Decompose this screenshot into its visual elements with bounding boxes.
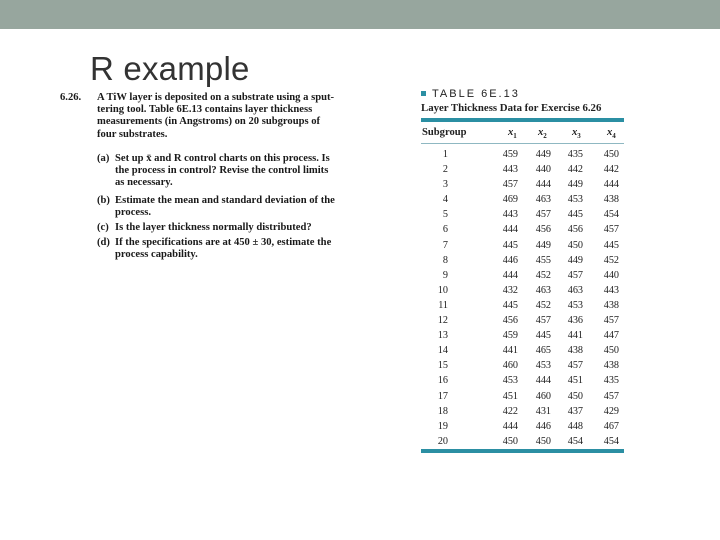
cell-x4: 454 — [603, 435, 619, 447]
cell-x3: 456 — [567, 224, 583, 236]
cell-x4: 445 — [603, 239, 619, 251]
cell-subgroup: 9 — [442, 269, 448, 281]
table-body — [421, 148, 624, 450]
table-marker-icon — [421, 91, 426, 96]
table-row — [421, 239, 624, 254]
cell-x2: 446 — [535, 420, 551, 432]
cell-x4: 450 — [603, 149, 619, 160]
cell-x1: 441 — [502, 345, 518, 357]
cell-x3: 449 — [567, 254, 583, 266]
cell-x1: 444 — [502, 269, 518, 281]
cell-x1: 422 — [502, 405, 518, 417]
table-row — [421, 178, 624, 193]
cell-x4: 447 — [603, 330, 619, 342]
table-header-rule — [421, 143, 624, 144]
part-line: If the specifications are at 450 ± 30, estimate the — [115, 237, 332, 248]
column-header-subgroup: Subgroup — [422, 127, 467, 138]
cell-subgroup: 8 — [442, 254, 448, 266]
cell-x2: 452 — [535, 299, 551, 311]
cell-x2: 431 — [535, 405, 551, 417]
cell-x1: 444 — [502, 224, 518, 236]
cell-x1: 446 — [502, 254, 518, 266]
cell-x4: 457 — [603, 390, 619, 402]
cell-x2: 457 — [535, 315, 551, 327]
cell-x4: 442 — [603, 164, 619, 176]
cell-x3: 463 — [567, 284, 583, 296]
cell-x2: 450 — [535, 435, 551, 447]
cell-x3: 437 — [567, 405, 583, 417]
cell-subgroup: 18 — [437, 405, 448, 417]
cell-subgroup: 11 — [438, 299, 448, 311]
cell-subgroup: 5 — [442, 209, 448, 221]
part-label: (a) — [97, 153, 110, 164]
part-label: (d) — [97, 237, 110, 248]
cell-x1: 451 — [502, 390, 518, 402]
cell-x3: 450 — [567, 390, 583, 402]
cell-x3: 436 — [567, 315, 583, 327]
cell-x1: 445 — [502, 299, 518, 311]
cell-subgroup: 13 — [437, 330, 448, 342]
table-caption: Layer Thickness Data for Exercise 6.26 — [421, 102, 602, 114]
table-row — [421, 390, 624, 405]
cell-x3: 438 — [567, 345, 583, 357]
cell-x2: 444 — [535, 375, 551, 387]
cell-x4: 438 — [603, 299, 619, 311]
table-row — [421, 314, 624, 329]
table-row — [421, 359, 624, 374]
cell-x3: 435 — [567, 149, 583, 160]
top-bar — [0, 0, 720, 29]
part-line: Estimate the mean and standard deviation of the — [115, 195, 335, 206]
part-line: Is the layer thickness normally distributed? — [115, 222, 312, 233]
cell-x3: 454 — [567, 435, 583, 447]
cell-x4: 452 — [603, 254, 619, 266]
cell-x3: 445 — [567, 209, 583, 221]
part-line: as necessary. — [115, 177, 173, 189]
cell-subgroup: 10 — [437, 284, 448, 296]
cell-x1: 469 — [502, 194, 518, 206]
column-header-x1: $x_1$ — [508, 127, 517, 141]
cell-x2: 456 — [535, 224, 551, 236]
column-header-x4: $x_4$ — [607, 127, 616, 141]
cell-x4: 467 — [603, 420, 619, 432]
table-row — [421, 208, 624, 223]
cell-subgroup: 19 — [437, 420, 448, 432]
cell-x3: 450 — [567, 239, 583, 251]
cell-x4: 450 — [603, 345, 619, 357]
part-label: (c) — [97, 222, 109, 233]
cell-subgroup: 1 — [442, 149, 448, 160]
cell-x3: 453 — [567, 299, 583, 311]
table-row — [421, 163, 624, 178]
table-row — [421, 420, 624, 435]
cell-x1: 444 — [502, 420, 518, 432]
cell-x2: 444 — [535, 179, 551, 191]
table-row — [421, 254, 624, 269]
cell-x3: 449 — [567, 179, 583, 191]
cell-x3: 453 — [567, 194, 583, 206]
column-header-x3: $x_3$ — [572, 127, 581, 141]
table-row — [421, 148, 624, 163]
cell-subgroup: 20 — [437, 435, 448, 447]
cell-subgroup: 16 — [437, 375, 448, 387]
cell-x3: 442 — [567, 164, 583, 176]
intro-line: A TiW layer is deposited on a substrate using a sput- — [97, 92, 335, 103]
cell-x1: 445 — [502, 239, 518, 251]
cell-x1: 432 — [502, 284, 518, 296]
cell-x2: 449 — [535, 149, 551, 160]
table-row — [421, 374, 624, 389]
cell-x2: 465 — [535, 345, 551, 357]
cell-x3: 441 — [567, 330, 583, 342]
table-heading — [421, 88, 520, 100]
cell-x3: 448 — [567, 420, 583, 432]
slide-title: R example — [90, 50, 250, 87]
part-line: process capability. — [115, 249, 198, 261]
cell-x3: 457 — [567, 269, 583, 281]
cell-subgroup: 6 — [442, 224, 448, 236]
cell-x1: 456 — [502, 315, 518, 327]
cell-x4: 438 — [603, 194, 619, 206]
cell-x2: 445 — [535, 330, 551, 342]
table-row — [421, 405, 624, 420]
cell-x1: 460 — [502, 360, 518, 372]
cell-subgroup: 14 — [437, 345, 448, 357]
cell-subgroup: 17 — [437, 390, 448, 402]
cell-subgroup: 15 — [437, 360, 448, 372]
table-row — [421, 299, 624, 314]
cell-x2: 440 — [535, 164, 551, 176]
cell-x4: 444 — [603, 179, 619, 191]
table-row — [421, 193, 624, 208]
table-top-rule — [421, 118, 624, 122]
cell-x2: 455 — [535, 254, 551, 266]
exercise-intro — [97, 92, 347, 141]
cell-x2: 457 — [535, 209, 551, 221]
cell-subgroup: 3 — [442, 179, 448, 191]
cell-x1: 450 — [502, 435, 518, 447]
cell-x2: 452 — [535, 269, 551, 281]
cell-x4: 438 — [603, 360, 619, 372]
cell-x2: 463 — [535, 194, 551, 206]
cell-x4: 440 — [603, 269, 619, 281]
cell-subgroup: 7 — [442, 239, 448, 251]
table-heading-text: TABLE 6E.13 — [432, 88, 520, 100]
cell-x4: 457 — [603, 315, 619, 327]
exercise-number: 6.26. — [60, 92, 82, 103]
cell-x3: 451 — [567, 375, 583, 387]
cell-x1: 443 — [502, 209, 518, 221]
cell-x3: 457 — [567, 360, 583, 372]
intro-line: tering tool. Table 6E.13 contains layer thickness — [97, 104, 313, 116]
cell-x2: 449 — [535, 239, 551, 251]
cell-subgroup: 12 — [437, 315, 448, 327]
cell-x4: 443 — [603, 284, 619, 296]
cell-x1: 459 — [502, 149, 518, 160]
part-line: the process in control? Revise the control limits — [115, 165, 329, 177]
cell-x1: 443 — [502, 164, 518, 176]
part-label: (b) — [97, 195, 110, 206]
table-row — [421, 284, 624, 299]
cell-x1: 453 — [502, 375, 518, 387]
cell-x1: 457 — [502, 179, 518, 191]
table-row — [421, 435, 624, 450]
cell-x2: 453 — [535, 360, 551, 372]
table-bottom-rule — [421, 449, 624, 453]
column-header-x2: $x_2$ — [538, 127, 547, 141]
cell-x4: 457 — [603, 224, 619, 236]
table-row — [421, 329, 624, 344]
cell-x4: 435 — [603, 375, 619, 387]
intro-line: four substrates. — [97, 128, 168, 140]
cell-x2: 460 — [535, 390, 551, 402]
intro-line: measurements (in Angstroms) on 20 subgroups of — [97, 116, 321, 128]
cell-x4: 429 — [603, 405, 619, 417]
part-line: process. — [115, 207, 151, 219]
cell-subgroup: 4 — [442, 194, 448, 206]
table-row — [421, 269, 624, 284]
table-row — [421, 223, 624, 238]
cell-x1: 459 — [502, 330, 518, 342]
cell-subgroup: 2 — [442, 164, 448, 176]
cell-x4: 454 — [603, 209, 619, 221]
table-row — [421, 344, 624, 359]
cell-x2: 463 — [535, 284, 551, 296]
part-line: Set up x̄ and R control charts on this process. Is — [115, 153, 330, 164]
